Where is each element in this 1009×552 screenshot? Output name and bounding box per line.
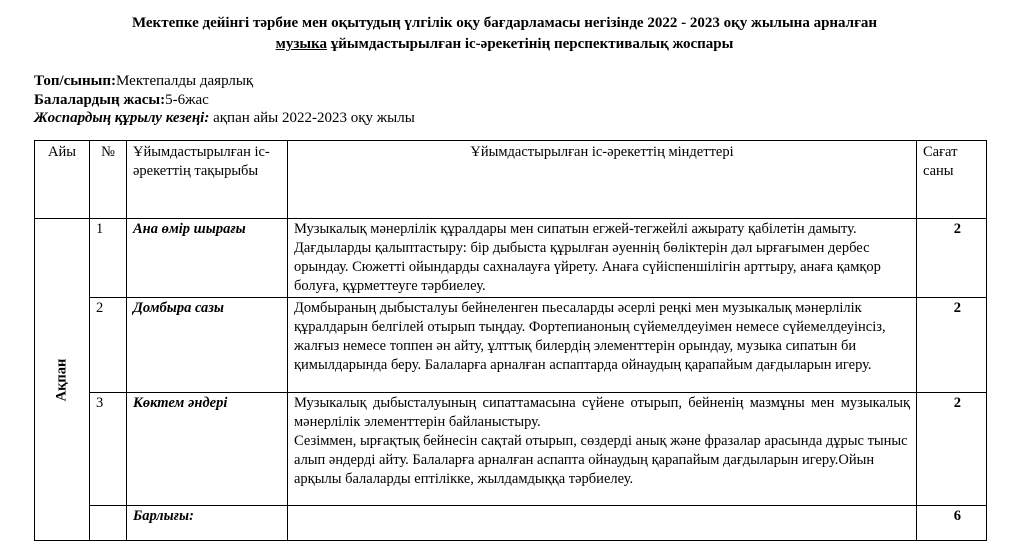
meta-period [34, 109, 415, 127]
document-title-line1: Мектепке дейінгі тәрбие мен оқытудың үлгілік оқу бағдарламасы негізінде 2022 - 2023 оқу жылына арналған [131, 15, 878, 31]
header-hours: Сағат саны [917, 141, 987, 219]
row-tasks-p2: Сезіммен, ырғақтық бейнесін сақтай отырып, сөздерді анық және фразалар арасында дұрыс тыныс алып әндерді айту. Балаларға арналған аспапта ойнаудың қарапайым дағдыларын игеру.Ойын арқылы балаларды ептілікке, жылдамдыққа тәрбиелеу. [294, 433, 908, 487]
header-num: № [90, 141, 127, 219]
period-value: ақпан айы 2022-2023 оқу жылы [209, 110, 415, 126]
row-topic: Домбыра сазы [127, 298, 288, 393]
meta-group [34, 72, 253, 90]
table-header-row [35, 141, 987, 219]
row-hours: 2 [917, 393, 987, 506]
row-hours: 2 [917, 219, 987, 298]
total-label: Барлығы: [127, 506, 288, 541]
row-num: 2 [90, 298, 127, 393]
period-label: Жоспардың құрылу кезеңі: [34, 110, 210, 126]
header-month: Айы [35, 141, 90, 219]
total-row [35, 506, 987, 541]
row-tasks-p1: Музыкалық дыбысталуының сипаттамасына сүйене отырып, бейненің мазмұны мен музыкалық мәнерлілік элементтерін байланыстыру. [294, 395, 910, 430]
row-topic: Көктем әндері [127, 393, 288, 506]
month-label: Ақпан [53, 358, 70, 401]
total-hours: 6 [917, 506, 987, 541]
header-tasks: Ұйымдастырылған іс-әрекеттің міндеттері [288, 141, 917, 219]
row-num: 3 [90, 393, 127, 506]
row-tasks: Музыкалық мәнерлілік құралдары мен сипатын егжей-тегжейлі ажырату қабілетін дамыту. Дағдыларды қалыптастыру: бір дыбыста құрылған әуеннің бөліктерін дәл ырғағымен дербес орындау. Сюжетті ойындарды сахналауға үйрету. Анаға сүйіспеншілігін арттыру, анаға қамқор болуға, құрметтеуге тәрбиелеу. [288, 219, 917, 298]
row-hours: 2 [917, 298, 987, 393]
meta-age [34, 91, 209, 109]
group-value: Мектепалды даярлық [116, 73, 254, 89]
document-title-line2-rest: ұйымдастырылған іс-әрекетінің перспективалық жоспары [327, 36, 734, 52]
table-row [35, 393, 987, 506]
total-num-empty [90, 506, 127, 541]
row-topic: Ана өмір шырағы [127, 219, 288, 298]
table-row [35, 219, 987, 298]
group-label: Топ/сынып: [34, 73, 117, 89]
header-topic: Ұйымдастырылған іс-әрекеттің тақырыбы [127, 141, 288, 219]
plan-table [34, 140, 987, 541]
table-row [35, 298, 987, 393]
age-value: 5-6жас [165, 92, 209, 108]
subject-name: музыка [275, 36, 328, 52]
month-cell [35, 219, 90, 541]
row-tasks-cell [288, 393, 917, 506]
total-tasks-empty [288, 506, 917, 541]
document-title-line2 [0, 35, 1009, 53]
row-tasks: Домбыраның дыбысталуы бейнеленген пьесаларды әсерлі реңкі мен музыкалық мәнерлілік құралдарын белгілей отырып тыңдау. Фортепианоның сүйемелдеуімен немесе сүйемелдеуінсіз, жалғыз немесе топпен ән айту, ұлттық билердің элементтерін орындау, музыка сипатын би қимылдарында беру. Балаларға арналған аспаптарда ойнаудың қарапайым дағдыларын игеру. [288, 298, 917, 393]
age-label: Балалардың жасы: [34, 92, 166, 108]
row-num: 1 [90, 219, 127, 298]
